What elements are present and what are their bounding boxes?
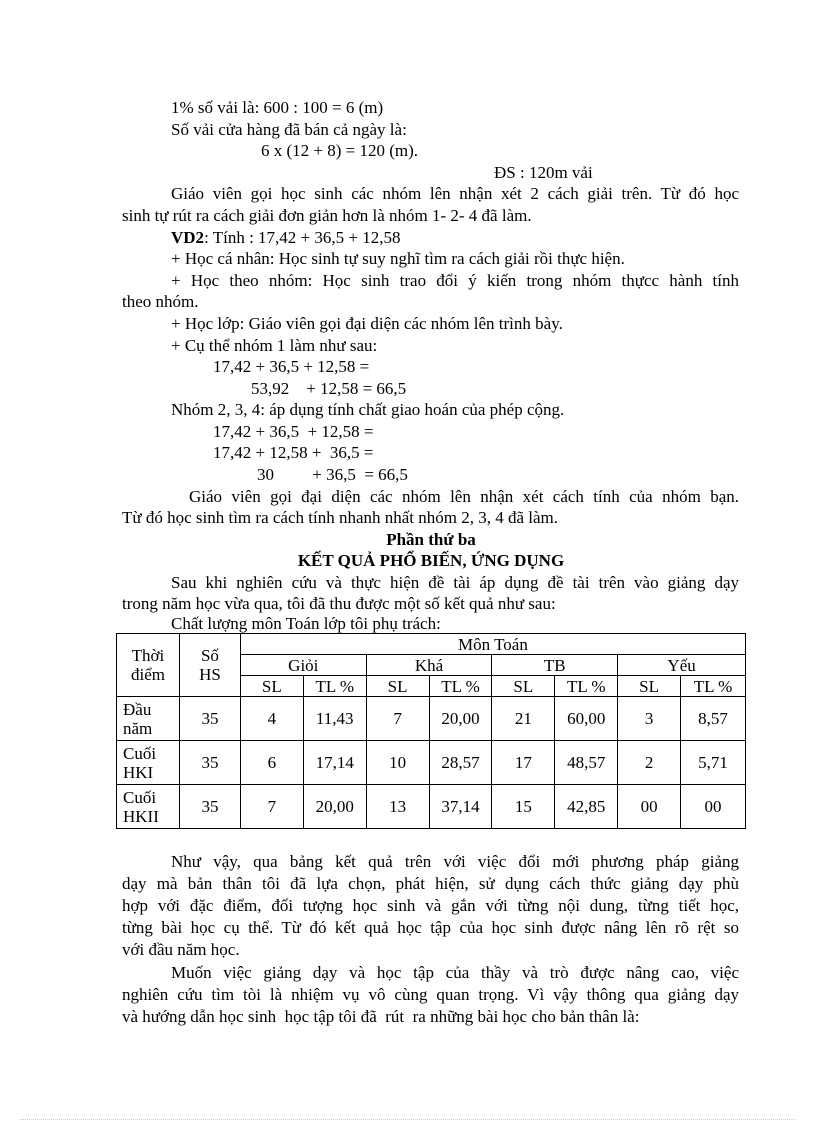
text-line: + Học theo nhóm: Học sinh trao đổi ý kiến trong nhóm thựcc hành tính [171,271,739,290]
table-row [117,741,746,785]
example-label: VD2 [171,228,205,247]
header-tl: TL % [555,676,618,697]
paragraph-line: dạy mà bản thân tôi đã lựa chọn, phát hiện, sử dụng cách thức giảng dạy phù [122,874,739,893]
cell-value: 4 [240,697,303,741]
math-line: 17,42 + 12,58 + 36,5 = [213,443,374,462]
text-line: Số vải cửa hàng đã bán cả ngày là: [171,120,407,139]
cell-value: 10 [366,741,429,785]
cell-value: 6 [240,741,303,785]
example-heading [171,228,400,248]
header-sl: SL [492,676,555,697]
cell-value: 00 [618,785,681,829]
cell-value: 20,00 [303,785,366,829]
paragraph-line: Từ đó học sinh tìm ra cách tính nhanh nhất nhóm 2, 3, 4 đã làm. [122,508,559,527]
paragraph-line: từng bài học cụ thể. Từ đó kết quả học tập của học sinh được nâng lên rõ rệt so [122,918,739,937]
paragraph-line: nghiên cứu tìm tòi là nhiệm vụ vô cùng quan trọng. Vì vậy thông qua giảng dạy [122,985,739,1004]
cell-value: 7 [366,697,429,741]
section-part: Phần thứ ba [386,530,476,549]
cell-value: 21 [492,697,555,741]
paragraph-line: Như vậy, qua bảng kết quả trên với việc đổi mới phương pháp giảng [171,852,739,871]
header-level-tb: TB [492,655,618,676]
text-line: theo nhóm. [122,292,199,311]
math-line: 17,42 + 36,5 + 12,58 = [213,357,370,376]
header-level-yeu: Yếu [618,655,746,676]
header-tl: TL % [303,676,366,697]
paragraph-line: Sau khi nghiên cứu và thực hiện đề tài áp dụng đề tài trên vào giảng dạy [171,573,739,592]
header-count: Số HS [179,634,240,697]
page-divider [20,1119,796,1120]
cell-value: 11,43 [303,697,366,741]
math-line: 30 + 36,5 = 66,5 [257,465,408,484]
header-time: Thời điểm [117,634,180,697]
cell-value: 37,14 [429,785,492,829]
paragraph-line: Giáo viên gọi đại diện các nhóm lên nhận xét cách tính của nhóm bạn. [189,487,739,506]
table-row [117,785,746,829]
cell-value: 3 [618,697,681,741]
cell-value: 15 [492,785,555,829]
text-line: 1% số vải là: 600 : 100 = 6 (m) [171,98,384,117]
section-title: KẾT QUẢ PHỔ BIẾN, ỨNG DỤNG [297,551,565,570]
paragraph-line: sinh tự rút ra cách giải đơn giản hơn là nhóm 1- 2- 4 đã làm. [122,206,532,225]
cell-time: Đầu năm [117,697,180,741]
header-sl: SL [366,676,429,697]
paragraph-line: và hướng dẫn học sinh học tập tôi đã rút ra những bài học cho bản thân là: [122,1007,640,1026]
cell-time: Cuối HKII [117,785,180,829]
text-line: + Học lớp: Giáo viên gọi đại diện các nhóm lên trình bày. [171,314,563,333]
header-tl: TL % [429,676,492,697]
cell-value: 2 [618,741,681,785]
text-line: Nhóm 2, 3, 4: áp dụng tính chất giao hoán của phép cộng. [171,400,565,419]
cell-value: 28,57 [429,741,492,785]
cell-value: 13 [366,785,429,829]
text-line: + Cụ thể nhóm 1 làm như sau: [171,336,378,355]
cell-value: 00 [681,785,746,829]
paragraph-line: Muốn việc giảng dạy và học tập của thầy và trò được nâng cao, việc [171,963,739,982]
header-level-kha: Khá [366,655,492,676]
cell-value: 20,00 [429,697,492,741]
cell-count: 35 [179,741,240,785]
paragraph-line: trong năm học vừa qua, tôi đã thu được một số kết quả như sau: [122,594,556,613]
header-sl: SL [240,676,303,697]
cell-value: 60,00 [555,697,618,741]
cell-count: 35 [179,785,240,829]
math-line: 17,42 + 36,5 + 12,58 = [213,422,374,441]
cell-value: 5,71 [681,741,746,785]
paragraph-line: Giáo viên gọi học sinh các nhóm lên nhận xét 2 cách giải trên. Từ đó học [171,184,739,203]
cell-value: 17 [492,741,555,785]
math-line: 53,92 + 12,58 = 66,5 [251,379,407,398]
text-line: 6 x (12 + 8) = 120 (m). [261,141,419,160]
example-expression: : Tính : 17,42 + 36,5 + 12,58 [204,228,401,247]
text-line: + Học cá nhân: Học sinh tự suy nghĩ tìm ra cách giải rồi thực hiện. [171,249,625,268]
table-caption: Chất lượng môn Toán lớp tôi phụ trách: [171,614,441,633]
cell-value: 17,14 [303,741,366,785]
table-row [117,697,746,741]
paragraph-line: với đầu năm học. [122,940,240,959]
cell-value: 42,85 [555,785,618,829]
header-tl: TL % [681,676,746,697]
header-level-gioi: Giỏi [240,655,366,676]
answer-line: ĐS : 120m vải [494,163,593,182]
header-subject: Môn Toán [240,634,745,655]
cell-value: 8,57 [681,697,746,741]
paragraph-line: hợp với đặc điểm, đối tượng học sinh và gắn với từng nội dung, từng tiết học, [122,896,739,915]
cell-count: 35 [179,697,240,741]
cell-value: 7 [240,785,303,829]
results-table [116,633,746,829]
header-sl: SL [618,676,681,697]
cell-time: Cuối HKI [117,741,180,785]
cell-value: 48,57 [555,741,618,785]
